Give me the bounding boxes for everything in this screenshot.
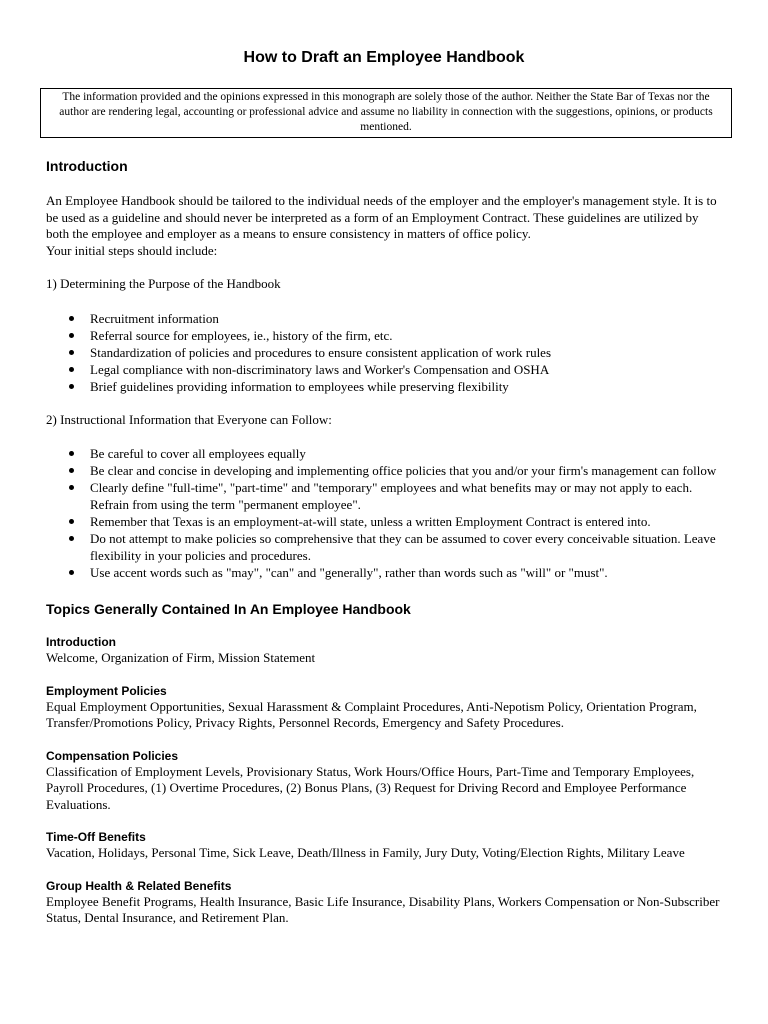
topic-body: Employee Benefit Programs, Health Insurance, Basic Life Insurance, Disability Plans, Workers Compensation or Non-Subscriber Status, Dental Insurance, and Retirement Plan.	[46, 893, 720, 925]
introduction-heading: Introduction	[46, 158, 128, 174]
list-item: Legal compliance with non-discriminatory laws and Worker's Compensation and OSHA	[90, 361, 722, 378]
topic-title: Group Health & Related Benefits	[46, 878, 232, 893]
list-item: Brief guidelines providing information to employees while preserving flexibility	[90, 378, 722, 395]
topic-title: Compensation Policies	[46, 748, 179, 763]
topic-group-health-benefits	[46, 879, 722, 927]
list-item: Referral source for employees, ie., history of the firm, etc.	[90, 327, 722, 344]
topic-body: Classification of Employment Levels, Provisionary Status, Work Hours/Office Hours, Part-Time and Temporary Employees, Payroll Procedures, (1) Overtime Procedures, (2) Bonus Plans, (3) Request for Driving Record and Employee Performance Evaluations.	[46, 763, 695, 812]
step-1-list	[46, 310, 722, 395]
disclaimer-box: The information provided and the opinions expressed in this monograph are solely those of the author. Neither the State Bar of Texas nor the author are rendering legal, accounting or professional advice and assume no liability in connection with the suggestions, opinions, or products mentioned.	[40, 88, 732, 138]
list-item: Remember that Texas is an employment-at-will state, unless a written Employment Contract is entered into.	[90, 513, 722, 530]
list-item: Clearly define "full-time", "part-time" and "temporary" employees and what benefits may or may not apply to each. Refrain from using the term "permanent employee".	[90, 479, 722, 513]
topic-body: Equal Employment Opportunities, Sexual Harassment & Complaint Procedures, Anti-Nepotism Policy, Orientation Program, Transfer/Promotions Policy, Privacy Rights, Personnel Records, Emergency and Safety Procedures.	[46, 698, 697, 730]
introduction-lead-in: Your initial steps should include:	[46, 242, 218, 258]
topic-compensation-policies	[46, 749, 722, 814]
topic-title: Introduction	[46, 635, 116, 649]
topic-body: Vacation, Holidays, Personal Time, Sick Leave, Death/Illness in Family, Jury Duty, Voting/Election Rights, Military Leave	[46, 845, 685, 860]
list-item: Standardization of policies and procedures to ensure consistent application of work rules	[90, 344, 722, 361]
list-item: Recruitment information	[90, 310, 722, 327]
list-item: Do not attempt to make policies so comprehensive that they can be assumed to cover every conceivable situation. Leave flexibility in your policies and procedures.	[90, 530, 722, 564]
topic-time-off-benefits	[46, 830, 722, 862]
step-2-label: 2) Instructional Information that Everyone can Follow:	[46, 411, 332, 427]
introduction-text: An Employee Handbook should be tailored to the individual needs of the employer and the employer's management style. It is to be used as a guideline and should never be interpreted as a form of an Employment Contract. These guidelines are utilized by both the employee and employer as a means to ensure consistency in matters of office policy.	[46, 193, 717, 241]
topic-body: Welcome, Organization of Firm, Mission Statement	[46, 650, 316, 665]
topic-employment-policies	[46, 684, 722, 732]
topic-title: Time-Off Benefits	[46, 830, 146, 844]
list-item: Be careful to cover all employees equally	[90, 445, 722, 462]
step-1-label: 1) Determining the Purpose of the Handbook	[46, 276, 281, 291]
topics-list	[46, 635, 722, 927]
step-2-list	[46, 445, 722, 581]
list-item: Be clear and concise in developing and implementing office policies that you and/or your firm's management can follow	[90, 462, 722, 479]
topics-heading: Topics Generally Contained In An Employee Handbook	[46, 601, 411, 617]
list-item: Use accent words such as "may", "can" and "generally", rather than words such as "will" or "must".	[90, 564, 722, 581]
topic-introduction	[46, 635, 722, 667]
introduction-paragraph	[46, 193, 722, 259]
topic-title: Employment Policies	[46, 683, 167, 698]
document-title: How to Draft an Employee Handbook	[243, 49, 525, 66]
